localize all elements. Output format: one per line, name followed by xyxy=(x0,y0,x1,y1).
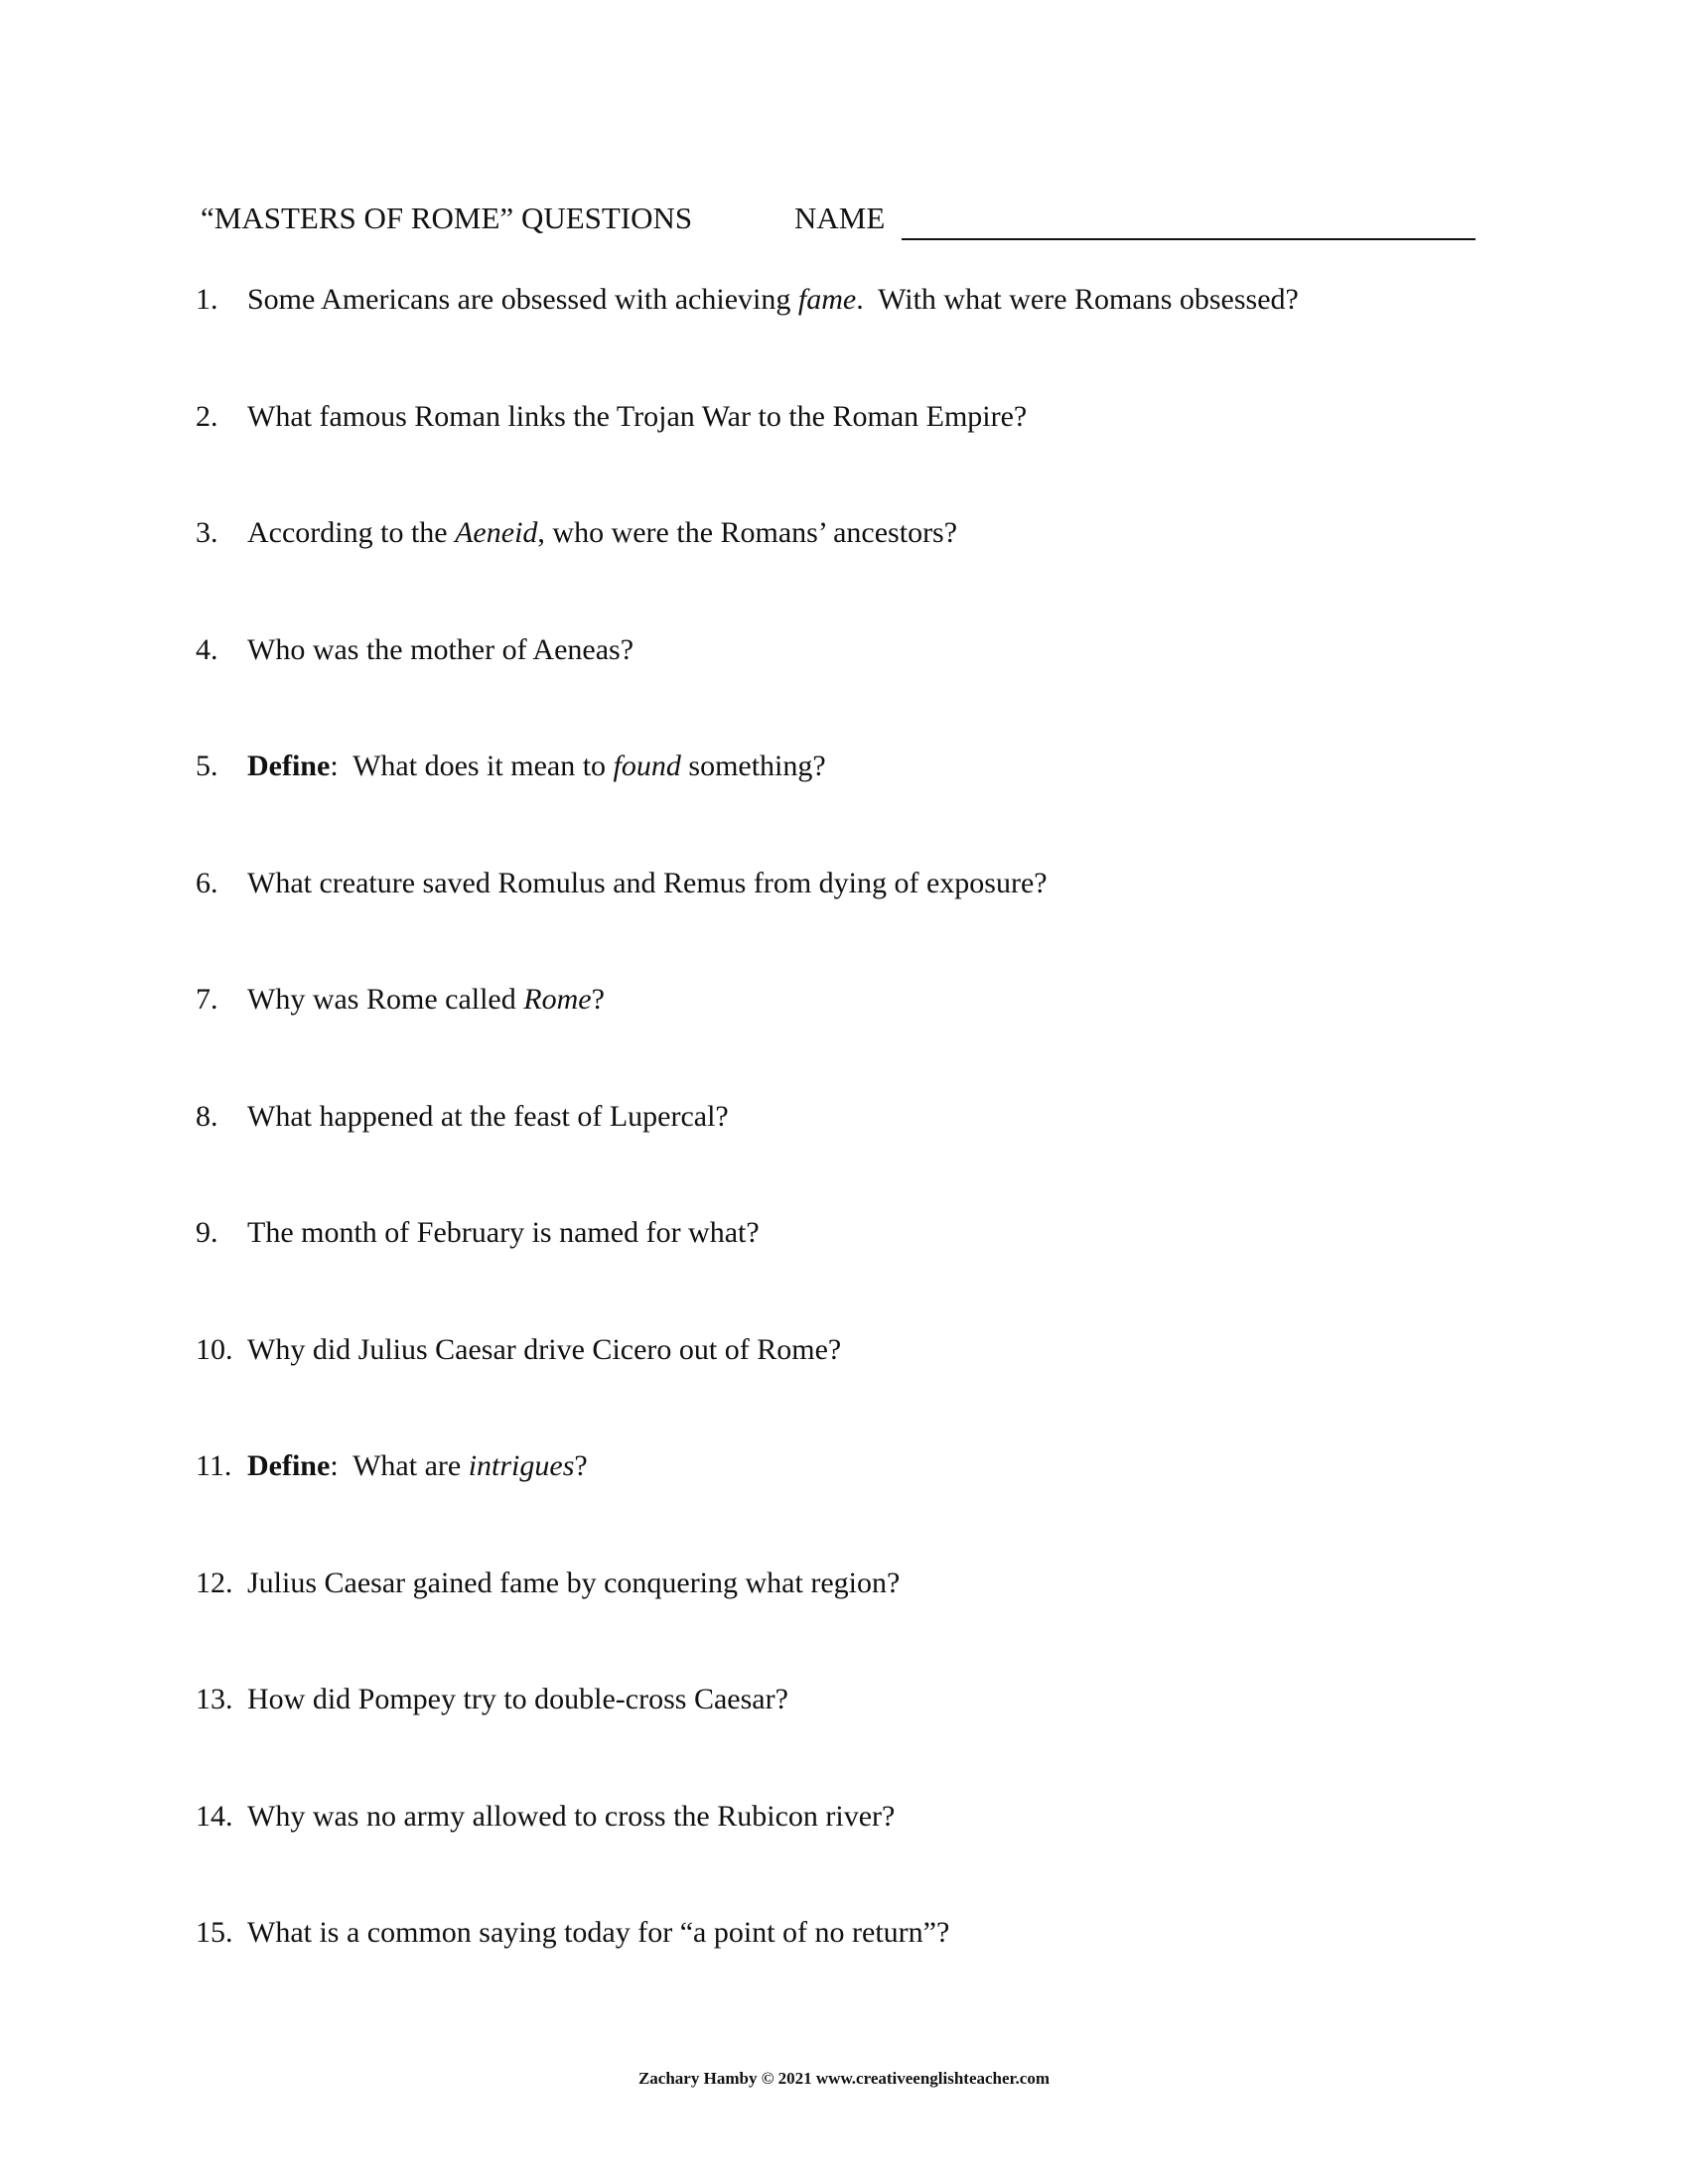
question-text-segment: Why did Julius Caesar drive Cicero out of Rome? xyxy=(247,1332,842,1366)
question-number: 8. xyxy=(196,1099,218,1133)
question-text-segment: Julius Caesar gained fame by conquering what region? xyxy=(247,1566,901,1599)
emphasized-term: intrigues xyxy=(468,1449,575,1482)
question-text xyxy=(247,633,633,666)
question-text-segment: Why was Rome called xyxy=(247,983,524,1016)
question-number: 7. xyxy=(196,983,218,1016)
question-item xyxy=(196,980,605,1020)
question-number: 5. xyxy=(196,750,218,782)
question-number: 3. xyxy=(196,516,218,549)
question-text-segment: The month of February is named for what? xyxy=(247,1216,760,1249)
question-text-segment: According to the xyxy=(247,516,456,549)
question-item xyxy=(196,1446,588,1486)
emphasized-term: Rome xyxy=(523,983,592,1016)
question-text xyxy=(247,1800,895,1833)
question-text-segment: . With what were Romans obsessed? xyxy=(856,283,1299,316)
question-text xyxy=(247,516,957,549)
question-item xyxy=(196,513,957,553)
copyright-footer: Zachary Hamby © 2021 www.creativeenglishteacher.com xyxy=(637,2069,1051,2088)
name-blank-line xyxy=(902,238,1476,240)
question-item xyxy=(196,280,1299,320)
question-item xyxy=(196,1213,760,1253)
question-text-segment: What happened at the feast of Lupercal? xyxy=(247,1099,729,1133)
question-text xyxy=(247,1100,729,1133)
question-number: 2. xyxy=(196,399,218,433)
question-text xyxy=(247,867,1048,899)
question-item xyxy=(196,1680,788,1719)
question-item xyxy=(196,1797,895,1837)
question-text-segment: something? xyxy=(680,750,826,782)
emphasized-term: Aeneid xyxy=(455,516,538,549)
question-text-segment: What creature saved Romulus and Remus from dying of exposure? xyxy=(247,866,1048,899)
question-number: 12. xyxy=(196,1566,233,1599)
emphasized-term: fame xyxy=(797,283,857,316)
emphasized-term: found xyxy=(613,750,681,782)
question-item xyxy=(196,864,1048,903)
question-text xyxy=(247,283,1299,316)
question-item xyxy=(196,747,826,786)
question-number: 11. xyxy=(196,1449,232,1482)
question-text-segment: ? xyxy=(574,1449,588,1482)
question-text-segment: : What does it mean to xyxy=(330,750,614,782)
question-item xyxy=(196,1097,729,1137)
question-text-segment: Why was no army allowed to cross the Rubicon river? xyxy=(247,1799,896,1833)
worksheet-header xyxy=(201,199,1491,246)
question-item xyxy=(196,1564,900,1603)
question-text xyxy=(247,1216,760,1249)
question-text-segment: What famous Roman links the Trojan War to the Roman Empire? xyxy=(247,399,1028,433)
question-item xyxy=(196,1330,841,1370)
question-text xyxy=(247,750,826,782)
question-number: 6. xyxy=(196,866,218,899)
question-text-segment: ? xyxy=(591,983,605,1016)
question-item xyxy=(196,1913,949,1953)
question-text-segment: Some Americans are obsessed with achieving xyxy=(247,283,798,316)
question-text xyxy=(247,983,605,1016)
question-text xyxy=(247,1567,900,1599)
question-text-segment: Who was the mother of Aeneas? xyxy=(247,632,634,666)
question-text xyxy=(247,1683,788,1715)
worksheet-title: “MASTERS OF ROME” QUESTIONS xyxy=(201,201,693,235)
question-number: 10. xyxy=(196,1332,233,1366)
question-text xyxy=(247,1449,588,1482)
question-text-segment: : What are xyxy=(330,1449,469,1482)
question-text-segment: What is a common saying today for “a point of no return”? xyxy=(247,1916,950,1949)
question-number: 13. xyxy=(196,1683,233,1715)
question-number: 9. xyxy=(196,1216,218,1249)
question-text xyxy=(247,1916,949,1949)
question-number: 4. xyxy=(196,632,218,666)
question-text xyxy=(247,400,1027,433)
name-label: NAME xyxy=(794,201,886,235)
question-text xyxy=(247,1333,841,1366)
question-number: 1. xyxy=(196,283,218,316)
question-item xyxy=(196,630,633,670)
question-number: 14. xyxy=(196,1799,233,1833)
define-label: Define xyxy=(247,750,331,782)
question-text-segment: How did Pompey try to double-cross Caesar? xyxy=(247,1683,788,1715)
question-number: 15. xyxy=(196,1916,233,1949)
question-text-segment: , who were the Romans’ ancestors? xyxy=(537,516,958,549)
define-label: Define xyxy=(247,1449,331,1482)
question-item xyxy=(196,397,1027,437)
